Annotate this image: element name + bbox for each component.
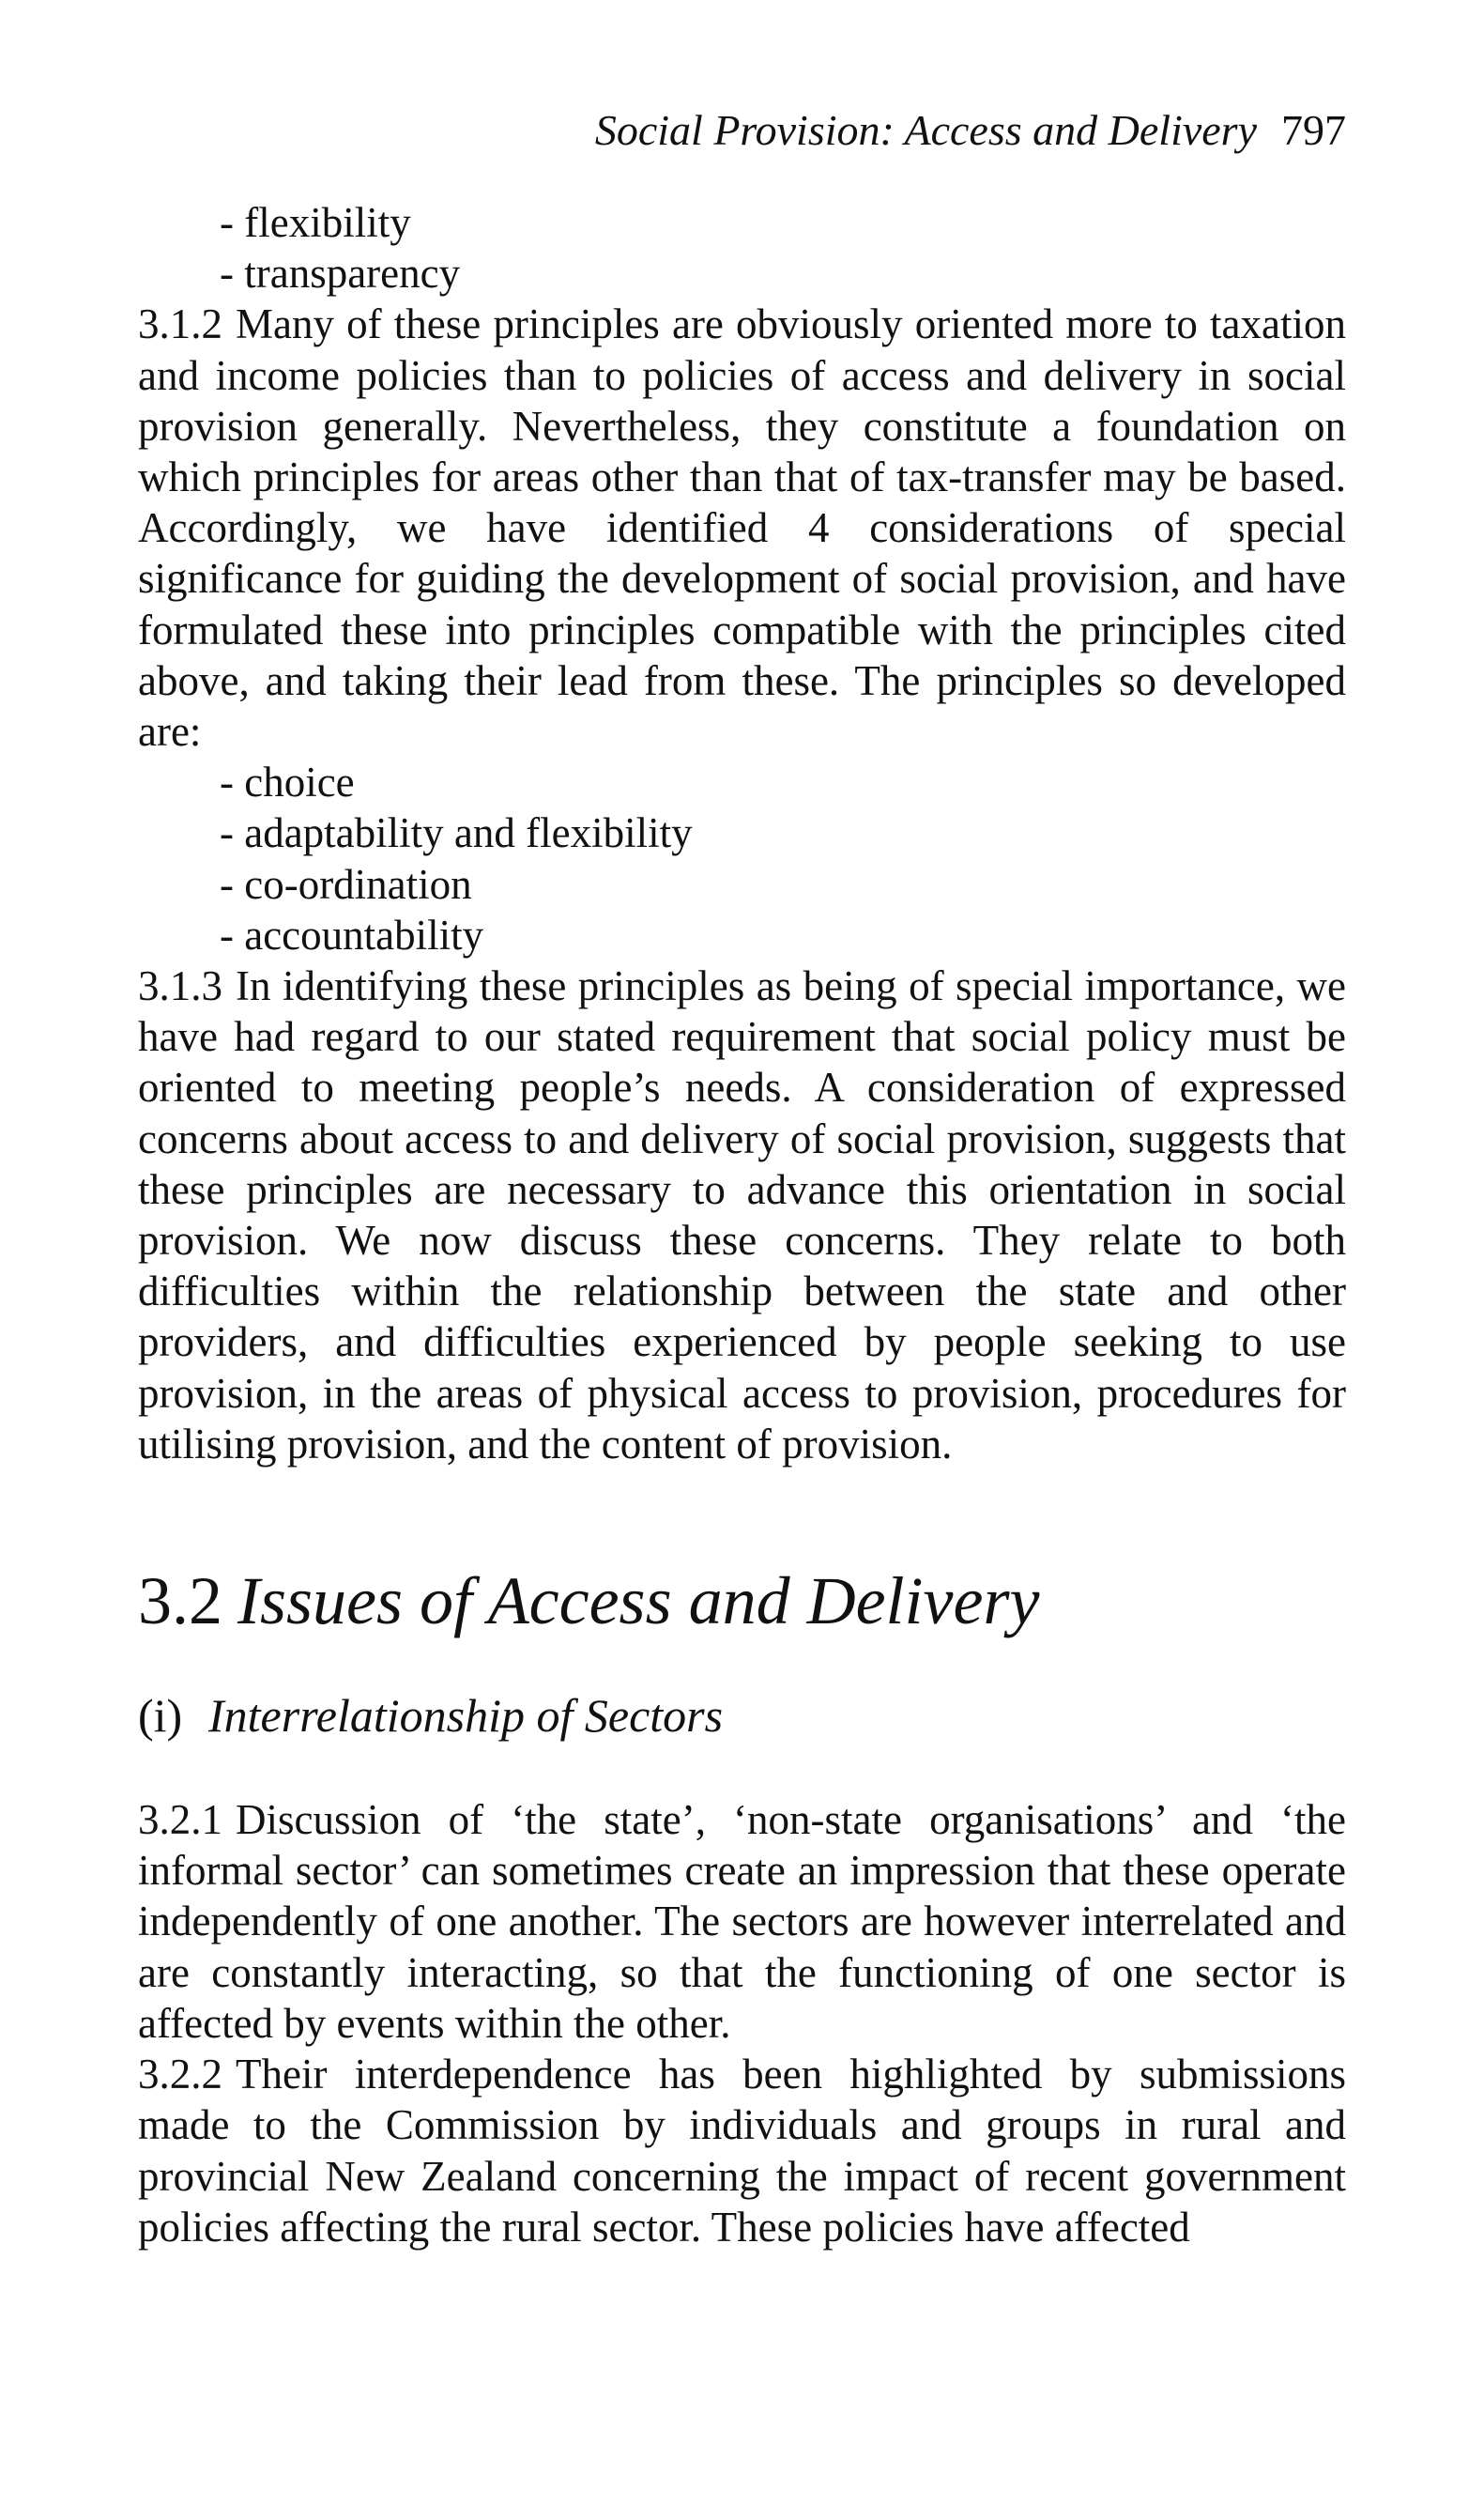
list-item: - transparency — [220, 250, 461, 298]
paragraph-3-2-2 — [138, 2049, 1346, 2252]
running-title: Social Provision: Access and Delivery — [594, 106, 1257, 154]
paragraph-3-1-3 — [138, 961, 1346, 1469]
paragraph-text: Their interdependence has been highlighted by submissions made to the Commission by individuals and groups in rural and provincial New Zealand concerning the impact of recent government policies affecting the rural sector. These policies have affected — [138, 2051, 1346, 2251]
section-heading — [138, 1561, 1346, 1640]
paragraph-3-2-1 — [138, 1794, 1346, 2049]
principles-list — [138, 757, 1346, 961]
running-header — [0, 105, 1346, 156]
subsection-title: Interrelationship of Sectors — [208, 1689, 724, 1743]
paragraph-number: 3.2.1 — [138, 1796, 222, 1844]
list-item: - accountability — [220, 911, 484, 959]
paragraph-3-1-2 — [138, 299, 1346, 757]
section-title: Issues of Access and Delivery — [237, 1563, 1040, 1639]
list-item: - adaptability and flexibility — [220, 809, 693, 857]
top-list — [138, 197, 1346, 299]
body-text — [138, 197, 1346, 2252]
paragraph-number: 3.2.2 — [138, 2051, 222, 2098]
list-item: - choice — [220, 759, 355, 807]
paragraph-number: 3.1.3 — [138, 962, 222, 1010]
page-number: 797 — [1281, 106, 1346, 154]
spacer — [138, 1744, 1346, 1794]
subsection-number: (i) — [138, 1689, 183, 1743]
subsection-heading — [138, 1687, 1346, 1744]
list-item: - co-ordination — [220, 860, 472, 908]
paragraph-text: Many of these principles are obviously oriented more to taxation and income policies than to policies of access and delivery in social provision generally. Nevertheless, they constitute a foundation on which principles for areas other than that of tax-transfer may be based. Accordingly, we have identified 4 considerations of special significance for guiding the development of social provision, and have formulated these into principles compatible with the principles cited above, and taking their lead from these. The principles so developed are: — [138, 300, 1346, 756]
list-item: - flexibility — [220, 199, 411, 246]
paragraph-text: In identifying these principles as being of special importance, we have had regard to our stated requirement that social policy must be oriented to meeting people’s needs. A consideration of expressed concerns about access to and delivery of social provision, suggests that these principles are necessary to advance this orientation in social provision. We now discuss these concerns. They relate to both difficulties within the relationship between the state and other providers, and difficulties experienced by people seeking to use provision, in the areas of physical access to provision, procedures for utilising provision, and the content of provision. — [138, 962, 1346, 1468]
paragraph-text: Discussion of ‘the state’, ‘non-state organisations’ and ‘the informal sector’ can sometimes create an impression that these operate independently of one another. The sectors are however interrelated and are constantly interacting, so that the functioning of one sector is affected by events within the other. — [138, 1796, 1346, 2047]
section-number: 3.2 — [138, 1563, 222, 1639]
paragraph-number: 3.1.2 — [138, 300, 222, 348]
